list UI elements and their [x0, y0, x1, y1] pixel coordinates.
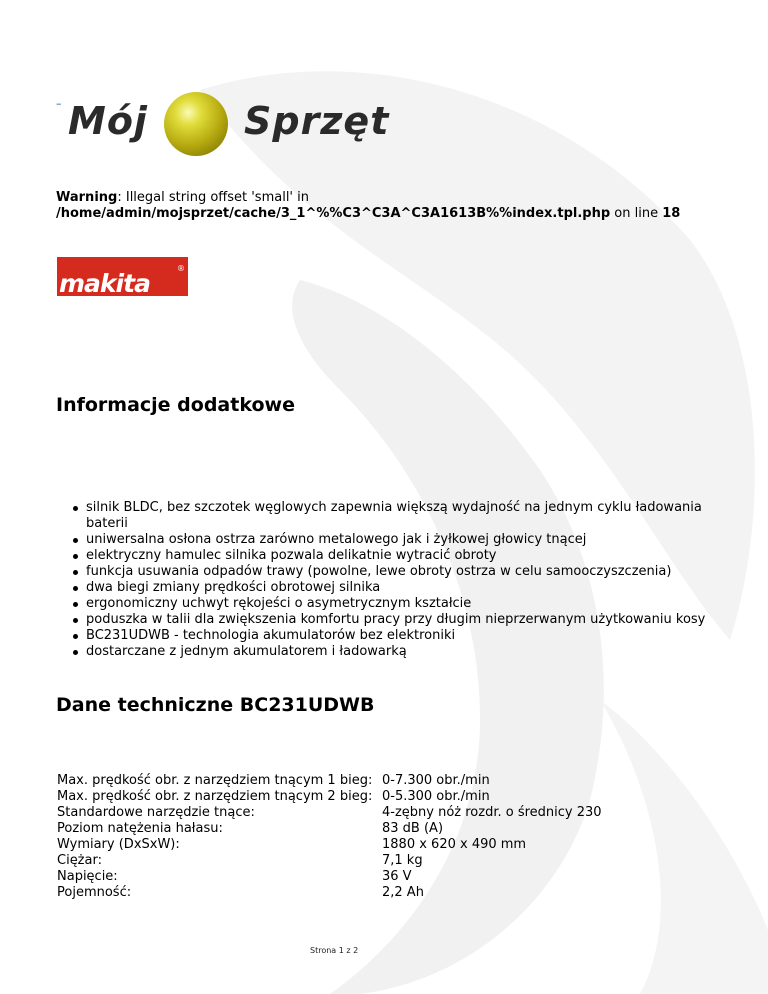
- spec-label: Max. prędkość obr. z narzędziem tnącym 1 bieg:: [57, 773, 373, 788]
- spec-value: 83 dB (A): [382, 821, 444, 836]
- list-item: elektryczny hamulec silnika pozwala delikatnie wytracić obroty: [86, 548, 746, 564]
- logo-text-right: Sprzęt: [244, 99, 390, 143]
- site-logo[interactable]: [60, 90, 405, 162]
- spec-value: 7,1 kg: [382, 853, 423, 868]
- list-item: dostarczane z jednym akumulatorem i ładowarką: [86, 644, 746, 660]
- list-item: uniwersalna osłona ostrza zarówno metalowego jak i żyłkowej głowicy tnącej: [86, 532, 746, 548]
- list-item: BC231UDWB - technologia akumulatorów bez elektroniki: [86, 628, 746, 644]
- list-item: ergonomiczny uchwyt rękojeści o asymetrycznym kształcie: [86, 596, 746, 612]
- spec-value: 1880 x 620 x 490 mm: [382, 837, 527, 852]
- info-heading: Informacje dodatkowe: [56, 394, 295, 416]
- spec-label: Napięcie:: [57, 869, 118, 884]
- table-row: [57, 853, 602, 869]
- spec-label: Ciężar:: [57, 853, 102, 868]
- spec-label: Standardowe narzędzie tnące:: [57, 805, 255, 820]
- list-item: dwa biegi zmiany prędkości obrotowej silnika: [86, 580, 746, 596]
- specs-heading: Dane techniczne BC231UDWB: [56, 694, 375, 716]
- spec-value: 0-7.300 obr./min: [382, 773, 490, 788]
- top-link-dash[interactable]: –: [56, 97, 62, 110]
- spec-label: Poziom natężenia hałasu:: [57, 821, 223, 836]
- page-number: Strona 1 z 2: [310, 946, 359, 955]
- table-row: [57, 885, 602, 901]
- makita-logo: [57, 257, 188, 296]
- table-row: [57, 773, 602, 789]
- spec-label: Wymiary (DxSxW):: [57, 837, 180, 852]
- brand-registered-mark: ®: [177, 264, 185, 273]
- table-row: [57, 805, 602, 821]
- list-item: silnik BLDC, bez szczotek węglowych zapewnia większą wydajność na jednym cyklu ładowania baterii: [86, 500, 746, 532]
- spec-value: 4-zębny nóż rozdr. o średnicy 230: [382, 805, 602, 820]
- specs-table: [57, 773, 602, 901]
- table-row: [57, 821, 602, 837]
- warning-label: Warning: [56, 190, 118, 205]
- logo-ball-icon: [164, 92, 228, 156]
- table-row: [57, 837, 602, 853]
- spec-label: Max. prędkość obr. z narzędziem tnącym 2 bieg:: [57, 789, 373, 804]
- feature-list: [56, 500, 746, 660]
- warning-path: /home/admin/mojsprzet/cache/3_1^%%C3^C3A^C3A1613B%%index.tpl.php: [56, 206, 611, 221]
- spec-label: Pojemność:: [57, 885, 132, 900]
- logo-text-left: Mój: [68, 99, 148, 143]
- warning-line-number: 18: [662, 206, 681, 221]
- brand-name: makita: [59, 269, 150, 298]
- spec-value: 2,2 Ah: [382, 885, 424, 900]
- table-row: [57, 789, 602, 805]
- warning-on-line: on line: [610, 206, 663, 221]
- spec-value: 36 V: [382, 869, 412, 884]
- list-item: funkcja usuwania odpadów trawy (powolne, lewe obroty ostrza w celu samooczyszczenia): [86, 564, 746, 580]
- warning-message: : Illegal string offset 'small' in: [117, 190, 309, 205]
- spec-value: 0-5.300 obr./min: [382, 789, 490, 804]
- list-item: poduszka w talii dla zwiększenia komfortu pracy przy długim nieprzerwanym użytkowaniu kosy: [86, 612, 746, 628]
- php-warning: [56, 190, 746, 222]
- table-row: [57, 869, 602, 885]
